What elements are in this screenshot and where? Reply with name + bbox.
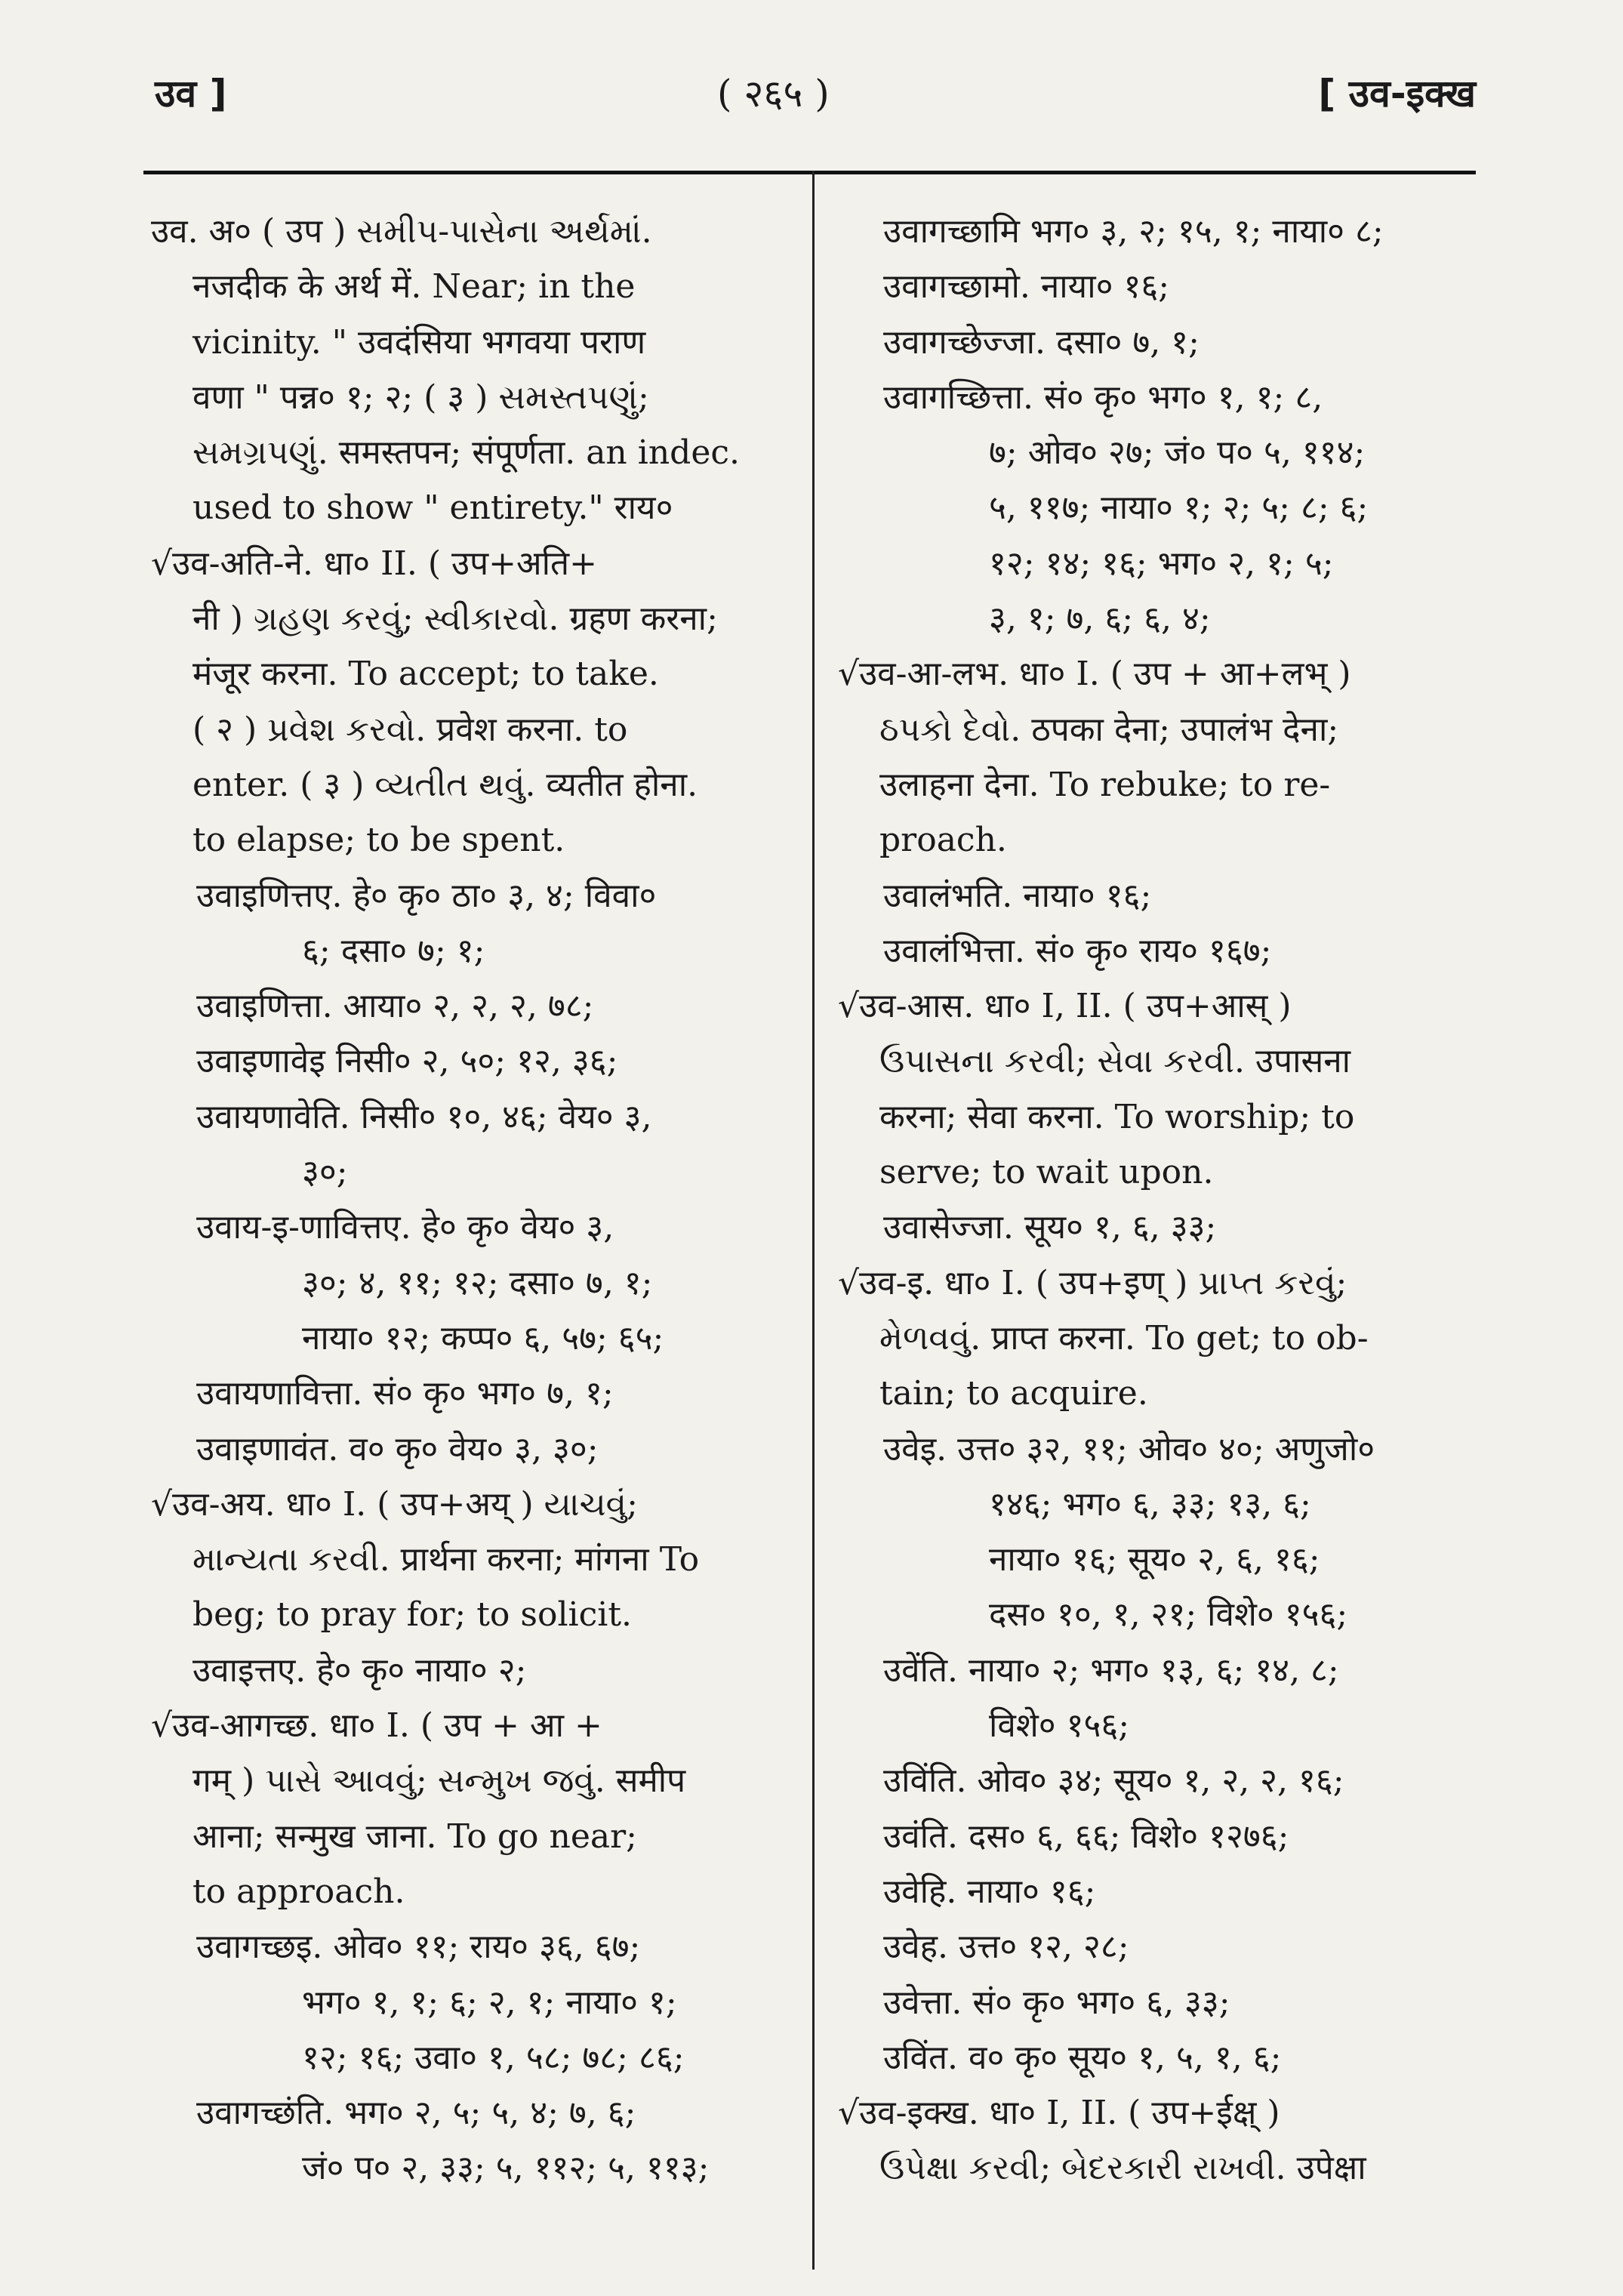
text-line: उव. अ० ( उप ) સમીપ-પાસેના અર્થમાં. <box>151 212 652 251</box>
text-line: उवेहि. नाया० १६; <box>883 1872 1096 1911</box>
text-line: tain; to acquire. <box>879 1374 1148 1413</box>
text-line: માન્યતા કરવી. प्रार्थना करना; मांगना To <box>192 1540 700 1579</box>
text-line: वणा " पन्न० १; २; ( ३ ) સમસ્તપણું; <box>192 378 649 417</box>
text-line: उवाइणित्तए. हे० कृ० ठा० ३, ४; विवा० <box>196 876 657 915</box>
text-line: उवाइत्तए. हे० कृ० नाया० २; <box>192 1650 527 1690</box>
text-line: √उव-इ. धा० I. ( उप+इण् ) પ્રાપ્ત કરવું; <box>838 1263 1347 1302</box>
text-line: ઠપકો દેવો. ठपका देना; उपालंभ देना; <box>879 710 1339 749</box>
text-line: उवाइणित्ता. आया० २, २, २, ७८; <box>196 987 594 1026</box>
text-line: उवाय-इ-णावित्तए. हे० कृ० वेय० ३, <box>196 1208 614 1247</box>
page-number: ( २६५ ) <box>717 72 830 116</box>
text-line: जं० प० २, ३३; ५, ११२; ५, ११३; <box>302 2149 710 2188</box>
running-head-right: [ उव-इक्ख <box>1318 72 1476 116</box>
text-line: ઉપાસના કરવી; સેવા કરવી. उपासना <box>879 1042 1351 1081</box>
text-line: used to show " entirety." राय० <box>192 488 673 528</box>
text-line: दस० १०, १, २१; विशे० १५६; <box>989 1595 1348 1635</box>
text-line: उवालंभित्ता. सं० कृ० राय० १६७; <box>883 931 1272 970</box>
text-line: उविंत. व० कृ० सूय० १, ५, १, ६; <box>883 2038 1282 2077</box>
text-line: १४६; भग० ६, ३३; १३, ६; <box>989 1484 1311 1524</box>
text-line: उवेह. उत्त० १२, २८; <box>883 1928 1129 1967</box>
text-line: √उव-आगच्छ. धा० I. ( उप + आ + <box>151 1706 602 1746</box>
text-line: १२; १६; उवा० १, ५८; ७८; ८६; <box>302 2038 685 2077</box>
text-line: उवालंभति. नाया० १६; <box>883 876 1152 915</box>
text-line: ५, ११७; नाया० १; २; ५; ८; ६; <box>989 488 1369 528</box>
text-line: ( २ ) પ્રવેશ કરવો. प्रवेश करना. to <box>192 710 628 749</box>
text-line: enter. ( ३ ) વ્યતીત થવું. व्यतीत होना. <box>192 765 698 804</box>
text-line: ३, १; ७, ६; ६, ४; <box>989 599 1211 639</box>
text-line: १२; १४; १६; भग० २, १; ५; <box>989 544 1334 583</box>
text-line: उलाहना देना. To rebuke; to re- <box>879 765 1331 804</box>
text-line: उवागच्छंति. भग० २, ५; ५, ४; ७, ६; <box>196 2094 636 2133</box>
text-line: करना; सेवा करना. To worship; to <box>879 1097 1355 1136</box>
text-line: उवेंति. नाया० २; भग० १३, ६; १४, ८; <box>883 1650 1339 1690</box>
text-line: नजदीक के अर्थ में. Near; in the <box>192 267 636 307</box>
text-line: √उव-आ-लभ. धा० I. ( उप + आ+लभ् ) <box>838 655 1351 694</box>
text-line: भग० १, १; ६; २, १; नाया० १; <box>302 1983 677 2022</box>
text-line: मंजूर करना. To accept; to take. <box>192 655 659 694</box>
text-line: to elapse; to be spent. <box>192 821 565 860</box>
text-line: ३०; <box>302 1153 348 1192</box>
text-line: vicinity. " उवदंसिया भगवया पराण <box>192 322 646 362</box>
text-line: नी ) ગ્રહણ કરવું; સ્વીકારવો. ग्रहण करना; <box>192 599 718 639</box>
text-line: उवाइणावंत. व० कृ० वेय० ३, ३०; <box>196 1429 599 1469</box>
text-line: ७; ओव० २७; जं० प० ५, ११४; <box>989 433 1366 473</box>
text-line: સમગ્રપણું. समस्तपन; संपूर्णता. an indec. <box>192 433 740 473</box>
text-line: proach. <box>879 821 1007 860</box>
text-line: to approach. <box>192 1872 405 1911</box>
right-column <box>838 204 1487 2196</box>
header-rule <box>143 171 1476 174</box>
text-line: उवेइ. उत्त० ३२, ११; ओव० ४०; अणुजो० <box>883 1429 1375 1469</box>
text-line: उविंति. ओव० ३४; सूय० १, २, २, १६; <box>883 1761 1344 1801</box>
column-divider <box>812 171 815 2270</box>
text-line: उवायणावित्ता. सं० कृ० भग० ७, १; <box>196 1374 614 1413</box>
text-line: उवंति. दस० ६, ६६; विशे० १२७६; <box>883 1817 1289 1856</box>
text-line: नाया० १६; सूय० २, ६, १६; <box>989 1540 1320 1579</box>
running-head-left: उव ] <box>155 72 227 116</box>
text-line: √उव-इक्ख. धा० I, II. ( उप+ईक्ष् ) <box>838 2094 1280 2133</box>
text-line: √उव-आस. धा० I, II. ( उप+आस् ) <box>838 987 1292 1026</box>
text-line: उवासेज्जा. सूय० १, ६, ३३; <box>883 1208 1217 1247</box>
text-line: आना; सन्मुख जाना. To go near; <box>192 1817 637 1856</box>
text-line: उवाइणावेइ निसी० २, ५०; १२, ३६; <box>196 1042 618 1081</box>
text-line: उवेत्ता. सं० कृ० भग० ६, ३३; <box>883 1983 1230 2022</box>
text-line: उवागच्छित्ता. सं० कृ० भग० १, १; ८, <box>883 378 1323 417</box>
text-line: उवागच्छामि भग० ३, २; १५, १; नाया० ८; <box>883 212 1384 251</box>
text-line: serve; to wait upon. <box>879 1153 1214 1192</box>
text-line: उवायणावेति. निसी० १०, ४६; वेय० ३, <box>196 1097 652 1136</box>
text-line: beg; to pray for; to solicit. <box>192 1595 632 1635</box>
text-line: उवागच्छइ. ओव० ११; राय० ३६, ६७; <box>196 1928 641 1967</box>
text-line: √उव-अति-ने. धा० II. ( उप+अति+ <box>151 544 597 583</box>
text-line: ३०; ४, ११; १२; दसा० ७, १; <box>302 1263 653 1302</box>
text-line: મેળવવું. प्राप्त करना. To get; to ob- <box>879 1318 1369 1358</box>
text-line: ઉપેક્ષા કરવી; બેદરકારી રાખવી. उपेक्षा <box>879 2149 1366 2188</box>
text-line: गम् ) પાસે આવવું; સન્મુખ જવું. समीप <box>192 1761 686 1801</box>
text-line: ६; दसा० ७; १; <box>302 931 485 970</box>
text-line: उवागच्छेज्जा. दसा० ७, १; <box>883 322 1200 362</box>
text-line: उवागच्छामो. नाया० १६; <box>883 267 1170 307</box>
text-line: √उव-अय. धा० I. ( उप+अय् ) યાચવું; <box>151 1484 638 1524</box>
text-line: विशे० १५६; <box>989 1706 1130 1746</box>
text-line: नाया० १२; कप्प० ६, ५७; ६५; <box>302 1318 664 1358</box>
left-column <box>151 204 800 2196</box>
